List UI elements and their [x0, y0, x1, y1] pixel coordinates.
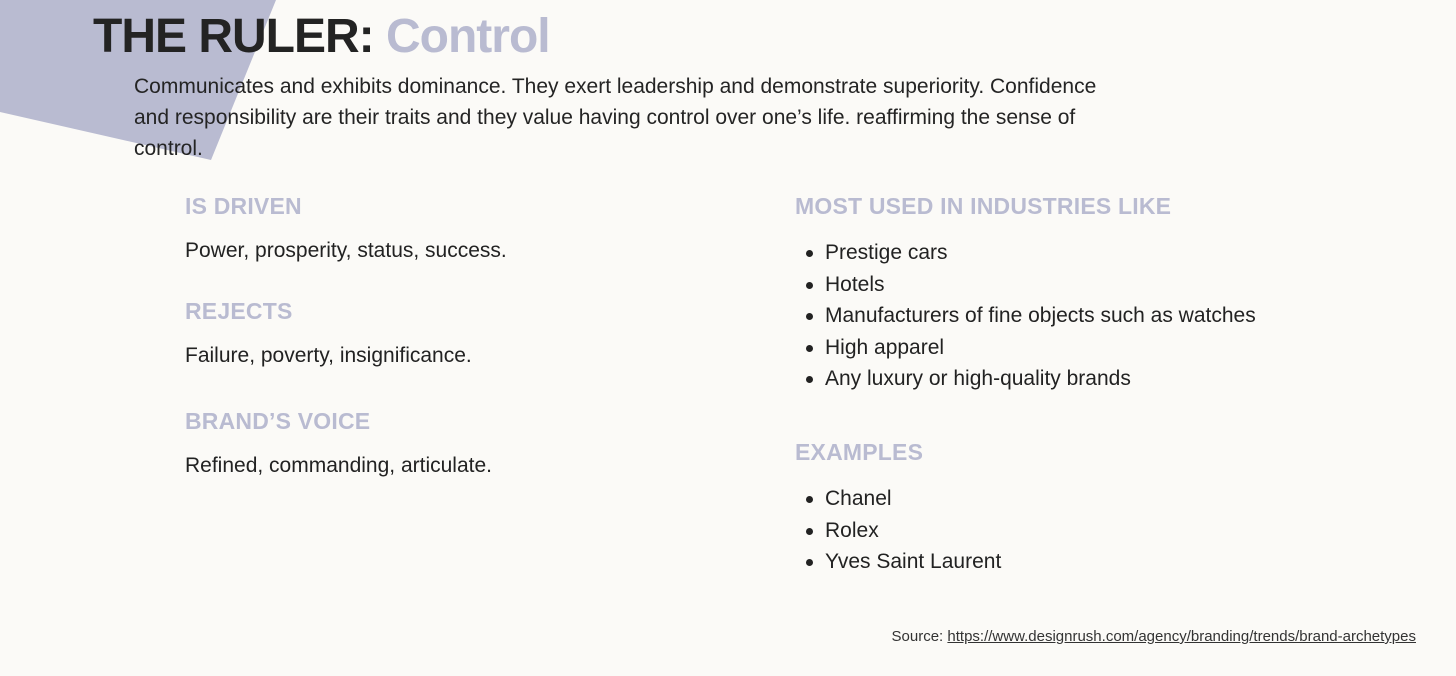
list-item-text: Chanel — [825, 487, 892, 510]
bullet-dot — [806, 528, 813, 535]
bullet-dot — [806, 376, 813, 383]
page-title — [93, 8, 550, 66]
list-item-text: Yves Saint Laurent — [825, 550, 1002, 574]
heading-rejects: REJECTS — [185, 298, 293, 324]
list-item-text: Hotels — [825, 272, 885, 296]
source-link[interactable]: https://www.designrush.com/agency/branding/trends/brand-archetypes — [947, 628, 1416, 645]
bullet-dot — [806, 345, 813, 352]
bullet-dot — [806, 282, 813, 289]
bullet-dot — [806, 496, 813, 503]
list-item-text: Any luxury or high-quality brands — [825, 367, 1131, 391]
list-item — [795, 300, 1256, 332]
heading-examples: EXAMPLES — [795, 439, 924, 465]
source-label: Source: — [891, 628, 944, 645]
examples-list — [795, 483, 1001, 578]
list-item-text: Prestige cars — [825, 241, 948, 264]
list-item — [795, 332, 1256, 364]
source-citation — [892, 628, 1416, 645]
list-item — [795, 363, 1256, 395]
bullet-dot — [806, 250, 813, 257]
list-item-text: Manufacturers of fine objects such as watches — [825, 304, 1256, 328]
bullet-dot — [806, 313, 813, 320]
list-item — [795, 483, 1001, 515]
title-accent: Control — [386, 10, 550, 63]
list-item — [795, 237, 1256, 269]
intro-paragraph: Communicates and exhibits dominance. They exert leadership and demonstrate superiority. Confidence and responsibility are their traits and they value having control over one’s life. reaffirming the sense of control. — [134, 75, 1097, 160]
list-item — [795, 269, 1256, 301]
text-is-driven: Power, prosperity, status, success. — [185, 239, 507, 262]
list-item — [795, 515, 1001, 547]
title-main: THE RULER: — [93, 10, 374, 63]
heading-is-driven: IS DRIVEN — [185, 193, 302, 219]
text-brands-voice: Refined, commanding, articulate. — [185, 454, 492, 477]
list-item — [795, 546, 1001, 578]
heading-industries: MOST USED IN INDUSTRIES LIKE — [795, 193, 1172, 219]
heading-brands-voice: BRAND’S VOICE — [185, 408, 371, 434]
list-item-text: High apparel — [825, 335, 945, 359]
industries-list — [795, 237, 1256, 395]
bullet-dot — [806, 559, 813, 566]
text-rejects: Failure, poverty, insignificance. — [185, 344, 472, 367]
list-item-text: Rolex — [825, 518, 879, 542]
